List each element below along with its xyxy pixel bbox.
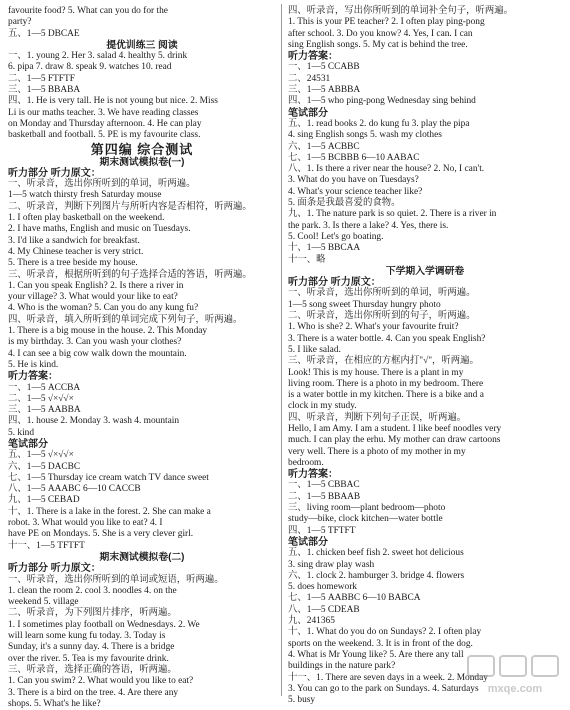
left-line: 三、1—5 BBABA <box>8 85 81 96</box>
right-line: 一、1—5 CCABB <box>288 62 360 73</box>
right-line: 三、听录音，在相应的方框内打"√"，听两遍。 <box>288 356 479 367</box>
right-line: Hello, I am Amy. I am a student. I like beef noodles very <box>288 423 502 434</box>
right-line: after school. 3. Do you know? 4. Yes, I can. I can <box>288 28 473 39</box>
left-line: 听力部分 听力原文： <box>8 563 101 575</box>
left-line: 第四编 综合测试 <box>90 141 194 157</box>
right-line: the park. 3. Is there a lake? 4. Yes, there is. <box>288 220 449 231</box>
right-line: 八、1. Is there a river near the house? 2. No, I can't. <box>288 164 485 175</box>
right-line: 十一、1. There are seven days in a week. 2. Monday <box>288 672 488 683</box>
left-line: 六、1—5 DACBC <box>8 461 81 472</box>
right-line: 5. I like salad. <box>288 344 341 355</box>
right-line: 三、living room—plant bedroom—photo <box>288 503 446 514</box>
right-line: 二、24531 <box>288 73 331 84</box>
left-line: 期末测试模拟卷(一) <box>99 156 185 168</box>
left-line: 1. Can you swim? 2. What would you like to eat? <box>8 676 194 687</box>
left-line: 五、1—5 √×√√× <box>8 450 74 461</box>
left-line: shops. 5. What's he like? <box>8 698 101 709</box>
left-line: 5. There is a tree beside my house. <box>8 258 138 269</box>
left-line: 十、1. There is a lake in the forest. 2. She can make a <box>8 506 211 517</box>
right-line: 四、听录音，判断下列句子正误，听两遍。 <box>288 412 467 423</box>
left-line: party? <box>8 17 32 28</box>
right-line: bedroom. <box>288 457 324 468</box>
left-line: on Monday and Thursday afternoon. 4. He can play <box>8 118 202 129</box>
left-column <box>8 6 276 710</box>
right-line: 笔试部分 <box>288 107 328 119</box>
left-line: 期末测试模拟卷(二) <box>99 551 185 563</box>
right-line: 五、1. read books 2. do kung fu 3. play the pipa <box>288 118 470 129</box>
left-line: 九、1—5 CEBAD <box>8 495 80 506</box>
right-line: 3. sing draw play wash <box>288 559 375 570</box>
left-line: over the river. 5. Tea is my favourite drink. <box>8 653 169 664</box>
right-line: very well. There is a photo of my mother in my <box>288 446 466 457</box>
right-line: 5. 面条是我最喜爱的食物。 <box>288 198 401 209</box>
right-line: 3. There is a water bottle. 4. Can you speak English? <box>288 333 486 344</box>
left-line: 4. I can see a big cow walk down the mountain. <box>8 348 187 359</box>
left-line: Sunday, it's a sunny day. 4. There is a bridge <box>8 642 175 653</box>
right-line: 3. You can go to the park on Sundays. 4. Saturdays <box>288 683 479 694</box>
right-line: much. I can play the erhu. My mother can draw cartoons <box>288 435 501 446</box>
left-line: 笔试部分 <box>8 438 48 450</box>
right-line: 听力答案： <box>288 469 338 481</box>
right-line: 六、1. clock 2. hamburger 3. bridge 4. flowers <box>288 570 465 581</box>
right-line: 听力部分 听力原文： <box>288 277 381 289</box>
right-line: 九、241365 <box>288 616 335 627</box>
right-line: 二、1—5 BBAAB <box>288 491 361 502</box>
right-line: 四、1—5 who ping-pong Wednesday sing behind <box>288 96 476 107</box>
right-line: 三、1—5 ABBBA <box>288 85 361 96</box>
right-line: living room. There is a photo in my bedroom. There <box>288 378 484 389</box>
right-line: 十、1. What do you do on Sundays? 2. I often play <box>288 627 482 638</box>
right-line: study—bike, clock kitchen—water bottle <box>288 514 443 525</box>
column-divider <box>281 4 282 696</box>
right-line: 4. sing English songs 5. wash my clothes <box>288 130 442 141</box>
left-line: 四、听录音，填入所听到的单词完成下列句子，听两遍。 <box>8 314 243 325</box>
left-line: 6. pipa 7. draw 8. speak 9. watches 10. read <box>8 62 172 73</box>
right-line: 七、1—5 AABBC 6—10 BABCA <box>288 593 421 604</box>
right-line: clock in my study. <box>288 401 357 412</box>
left-line: will learn some kung fu today. 3. Today is <box>8 631 166 642</box>
left-line: your village? 3. What would your like to eat? <box>8 292 178 303</box>
right-line: 八、1—5 CDEAB <box>288 604 360 615</box>
left-line: 4. Who is the woman? 5. Can you do any kung fu? <box>8 303 199 314</box>
left-line: robot. 3. What would you like to eat? 4. I <box>8 518 163 529</box>
watermark-logo <box>466 652 564 696</box>
right-line: buildings in the nature park? <box>288 661 396 672</box>
left-line: 三、1—5 AABBA <box>8 405 81 416</box>
right-line: 六、1—5 ACBBC <box>288 141 360 152</box>
right-line: sing English songs. 5. My cat is behind the tree. <box>288 39 468 50</box>
left-line: 二、1—5 √×√√× <box>8 393 74 404</box>
left-line: 一、听录音，选出你所听到的单词或短语，听两遍。 <box>8 574 224 585</box>
left-line: 1. Can you speak English? 2. Is there a river in <box>8 280 184 291</box>
left-line: 三、听录音，根据所听到的句子选择合适的答语，听两遍。 <box>8 269 252 280</box>
left-line: 八、1—5 AAABC 6—10 CACCB <box>8 484 141 495</box>
right-line: 听力答案： <box>288 51 338 63</box>
left-line: 1. There is a big mouse in the house. 2. This Monday <box>8 326 208 337</box>
left-line: 一、1—5 ACCBA <box>8 382 81 393</box>
svg-text:mxqe.com: mxqe.com <box>487 683 543 695</box>
right-line: 二、听录音，选出你所听到的句子，听两遍。 <box>288 311 476 322</box>
right-line: 笔试部分 <box>288 536 328 548</box>
left-line: 1. I often play basketball on the weekend. <box>8 213 165 224</box>
left-line: 三、听录音，选择正确的答语，听两遍。 <box>8 664 177 675</box>
left-line: 十一、1—5 TFTFT <box>8 540 85 551</box>
right-line: 五、1. chicken beef fish 2. sweet hot delicious <box>288 548 464 559</box>
right-line: is a water bottle in my kitchen. There is a bike and a <box>288 390 484 401</box>
left-line: 1. I sometimes play football on Wednesdays. 2. We <box>8 619 200 630</box>
left-line: 一、1. young 2. Her 3. salad 4. healthy 5. drink <box>8 51 188 62</box>
right-line: 四、听录音，写出你所听到的单词补全句子，听两遍。 <box>288 6 514 16</box>
left-line: 听力答案： <box>8 371 58 383</box>
right-line: 九、1. The nature park is so quiet. 2. There is a river in <box>288 209 497 220</box>
right-line: 十一、略 <box>288 254 326 265</box>
right-line: 4. What is Mr Young like? 5. Are there any tall <box>288 649 464 660</box>
left-line: 5. kind <box>8 427 35 438</box>
left-line: favourite food? 5. What can you do for the <box>8 6 168 16</box>
right-line: Look! This is my house. There is a plant in my <box>288 367 464 378</box>
left-line: 提优训练三 阅读 <box>106 39 178 51</box>
right-line: 一、听录音，选出你所听到的单词，听两遍。 <box>288 288 476 299</box>
left-line: 听力部分 听力原文： <box>8 167 101 179</box>
left-line: 七、1—5 Thursday ice cream watch TV dance sweet <box>8 472 209 483</box>
right-line: 1. This is your PE teacher? 2. I often play ping-pong <box>288 17 485 28</box>
left-line: 二、听录音，为下列图片排序，听两遍。 <box>8 608 177 619</box>
right-line: 下学期入学调研卷 <box>385 265 465 277</box>
left-line: Li is our maths teacher. 3. We have reading classes <box>8 107 199 118</box>
left-line: 二、1—5 FTFTF <box>8 73 75 84</box>
left-line: 四、1. He is very tall. He is not young but nice. 2. Miss <box>8 96 218 107</box>
left-line: 5. He is kind. <box>8 359 59 370</box>
right-line: sports on the weekend. 3. It is in front of the dog. <box>288 638 473 649</box>
right-line: 3. What do you have on Tuesdays? <box>288 175 419 186</box>
left-line: 4. My Chinese teacher is very strict. <box>8 246 144 257</box>
left-line: weekend 5. village <box>8 597 79 608</box>
left-line: 四、1. house 2. Monday 3. wash 4. mountain <box>8 416 180 427</box>
right-line: 十、1—5 BBCAA <box>288 243 361 254</box>
right-line: 一、1—5 CBBAC <box>288 480 360 491</box>
right-line: 1—5 song sweet Thursday hungry photo <box>288 299 441 310</box>
right-line: 七、1—5 BCBBB 6—10 AABAC <box>288 152 420 163</box>
left-line: 3. There is a bird on the tree. 4. Are there any <box>8 687 179 698</box>
left-line: have PE on Mondays. 5. She is a very clever girl. <box>8 529 194 540</box>
right-line: 1. Who is she? 2. What's your favourite fruit? <box>288 322 459 333</box>
right-line: 5. does homework <box>288 582 357 593</box>
left-line: is my birthday. 3. Can you wash your clothes? <box>8 337 182 348</box>
right-line: 5. busy <box>288 695 316 706</box>
left-line: 二、听录音，判断下列图片与所听内容是否相符，听两遍。 <box>8 201 252 212</box>
left-line: basketball and football. 5. PE is my favourite class. <box>8 130 201 141</box>
left-line: 2. I have maths, English and music on Tuesdays. <box>8 224 191 235</box>
left-line: 1. clean the room 2. cool 3. noodles 4. on the <box>8 585 177 596</box>
left-line: 五、1—5 DBCAE <box>8 28 80 39</box>
left-line: 一、听录音，选出你所听到的单词，听两遍。 <box>8 179 196 190</box>
left-line: 1—5 watch thirsty fresh Saturday mouse <box>8 190 162 201</box>
right-column <box>288 6 562 706</box>
right-line: 5. Cool! Let's go boating. <box>288 231 384 242</box>
right-line: 四、1—5 TFTFT <box>288 525 356 536</box>
left-line: 3. I'd like a sandwich for breakfast. <box>8 235 140 246</box>
right-line: 4. What's your science teacher like? <box>288 186 423 197</box>
